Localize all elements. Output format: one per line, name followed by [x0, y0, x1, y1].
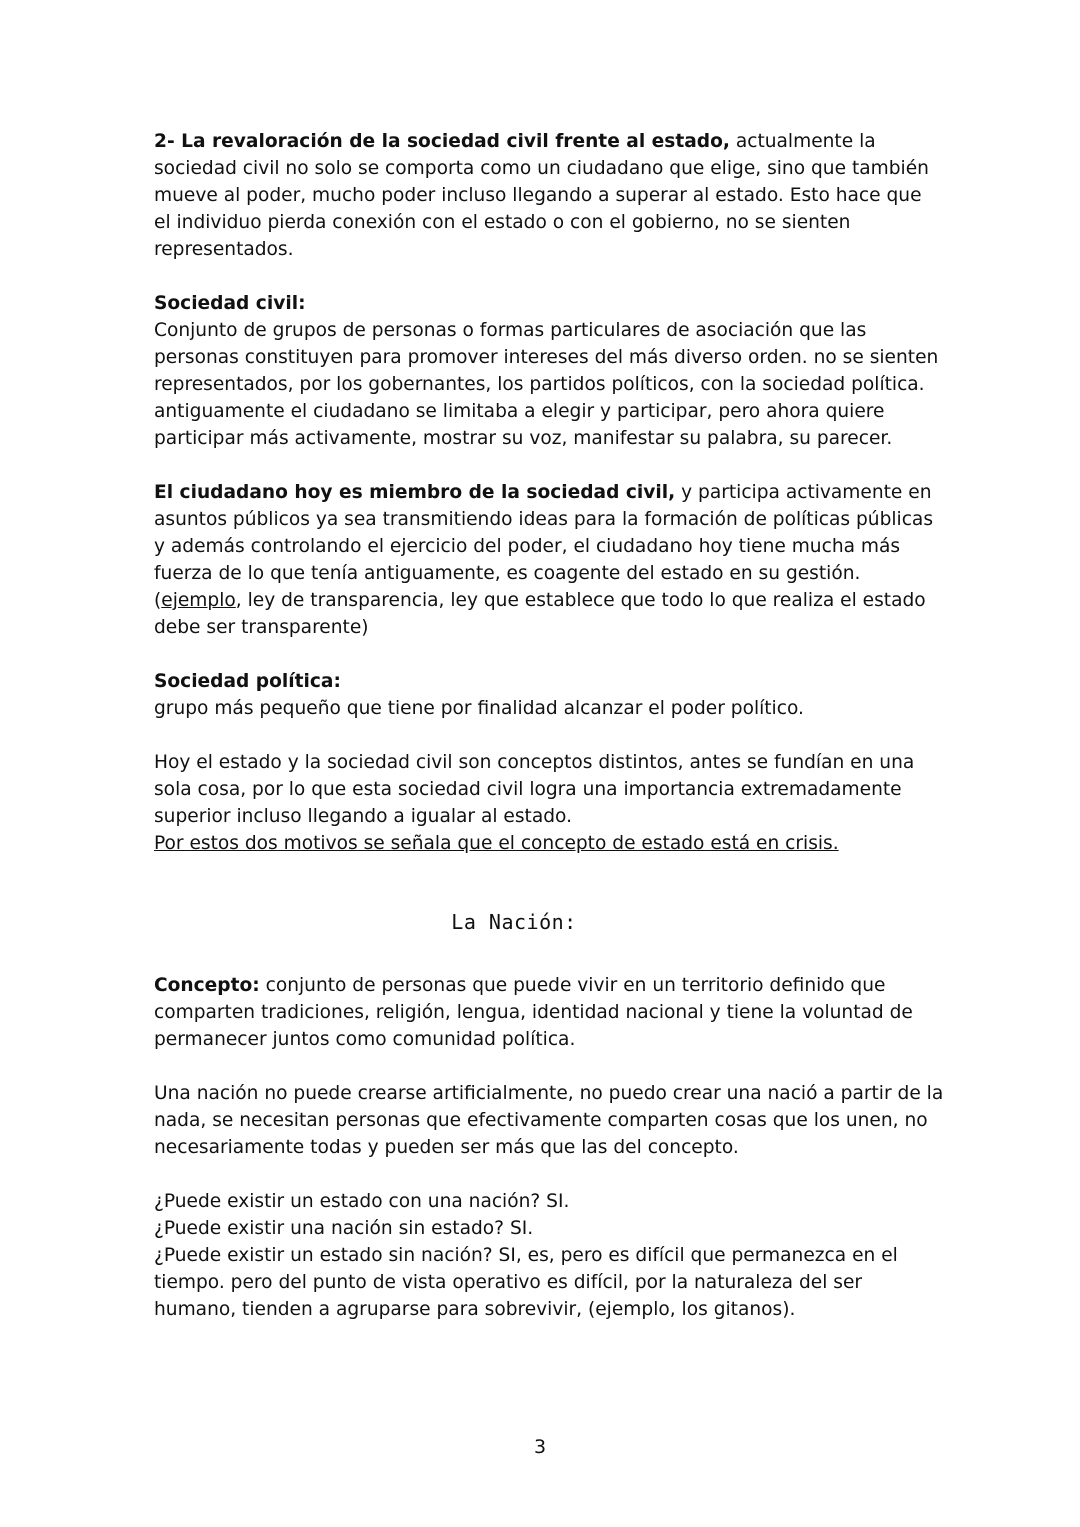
- document-page: [154, 128, 944, 1323]
- revaloracion-paragraph: [154, 128, 944, 263]
- question-2: ¿Puede existir una nación sin estado? SI.: [154, 1218, 534, 1239]
- page-number: 3: [533, 1436, 547, 1458]
- hoy-paragraph: Hoy el estado y la sociedad civil son conceptos distintos, antes se fundían en una sola cosa, por lo que esta sociedad civil logra una importancia extremadamente superior incluso llegando a igualar al estado.: [154, 752, 915, 827]
- ciudadano-paragraph: [154, 479, 944, 587]
- concepto-label: Concepto:: [154, 975, 260, 996]
- question-3: ¿Puede existir un estado sin nación? SI, es, pero es difícil que permanezca en el tiempo. pero del punto de vista operativo es difícil, por la naturaleza del ser humano, tienden a agruparse para sobrevivir, (ejemplo, los gitanos).: [154, 1245, 898, 1320]
- sociedad-politica-title: Sociedad política:: [154, 671, 341, 692]
- revaloracion-heading: 2- La revaloración de la sociedad civil frente al estado,: [154, 131, 730, 152]
- concepto-paragraph: [154, 972, 944, 1053]
- ejemplo-word: ejemplo: [161, 590, 236, 611]
- sociedad-civil-title: Sociedad civil:: [154, 293, 306, 314]
- concepto-text: conjunto de personas que puede vivir en un territorio definido que comparten tradiciones, religión, lengua, identidad nacional y tiene la voluntad de permanecer juntos como comunidad política.: [154, 975, 913, 1050]
- ciudadano-heading: El ciudadano hoy es miembro de la sociedad civil,: [154, 482, 676, 503]
- ciudadano-text: y participa activamente en asuntos públicos ya sea transmitiendo ideas para la formación de políticas públicas y además controlando el ejercicio del poder, el ciudadano hoy tiene mucha más fuerza de lo que tenía antiguamente, es coagente del estado en su gestión.: [154, 482, 934, 584]
- revaloracion-text: actualmente la sociedad civil no solo se comporta como un ciudadano que elige, sino que también mueve al poder, mucho poder incluso llegando a superar al estado. Esto hace que el individuo pierda conexión con el estado o con el gobierno, no se sienten representados.: [154, 131, 929, 260]
- question-1: ¿Puede existir un estado con una nación? SI.: [154, 1191, 570, 1212]
- sociedad-politica-text: grupo más pequeño que tiene por finalidad alcanzar el poder político.: [154, 698, 804, 719]
- nacion-heading: La Nación:: [451, 910, 577, 934]
- ejemplo-paragraph: (ejemplo, ley de transparencia, ley que establece que todo lo que realiza el estado debe ser transparente): [154, 590, 926, 638]
- sociedad-civil-text: Conjunto de grupos de personas o formas particulares de asociación que las personas constituyen para promover intereses del más diverso orden. no se sienten representados, por los gobernantes, los partidos políticos, con la sociedad política. antiguamente el ciudadano se limitaba a elegir y participar, pero ahora quiere participar más activamente, mostrar su voz, manifestar su palabra, su parecer.: [154, 320, 939, 449]
- crisis-conclusion: Por estos dos motivos se señala que el concepto de estado está en crisis.: [154, 833, 839, 854]
- artificial-paragraph: Una nación no puede crearse artificialmente, no puedo crear una nació a partir de la nada, se necesitan personas que efectivamente comparten cosas que los unen, no necesariamente todas y pueden ser más que las del concepto.: [154, 1083, 944, 1158]
